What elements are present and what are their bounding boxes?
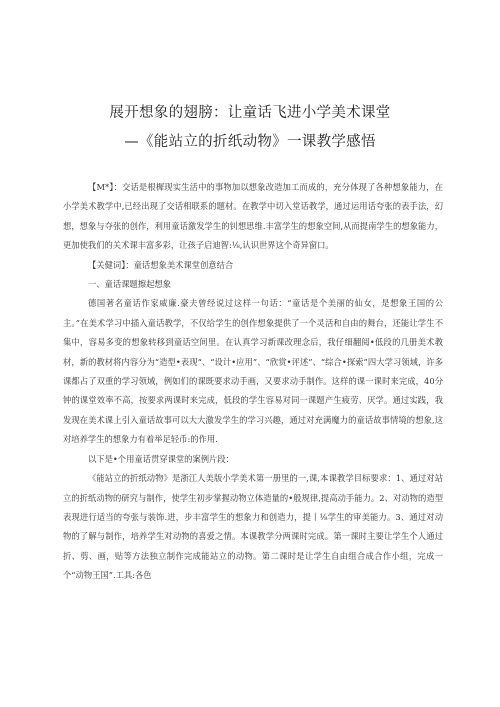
- body-paragraph: 德国著名童话作家威廉.豪夫曾经说过这样一句话：“童话是个美丽的仙女，是想象王国的公主。”在美术学习中插入童话教学，不仅给学生的创作想象提供了一个灵活和自由的舞台，还能让学生不集中，容易多变的想象转移到童话空间里。在认真学习新课改理念后，我仔细翻阅•低段的几册美术教材，新的教材将内容分为“造型•表现“、“设计•应用”、“欣赏•评述”、“综合•探索”四大学习领域，许多课都占了双重的学习领域，例如们的课既要求动手画，又要求动手制作。这样的课一课时来完成，40分钟的课堂效率不高，按要求两课时来完成，低段的学生容易对同一课题产生疲劳、厌学。通过实践，我发现在美术课上引入童话故事可以大大激发学生的学习兴趣，通过对充满魔力的童话故事情境的想象,这对培养学生的想象力有着举足轻币:的作用.: [63, 298, 443, 445]
- document-body: [63, 178, 443, 586]
- abstract-text: ：交话是根樨现实生活中的事物加以想象改造加工而成的，充分体现了各种想象能力，在小学美术教学中,已经出现了交话相联系的题材。在教学中切入堂话教学，通过运用话夸张的表手法，幻想，想象与夺张的创作，利用童话激发学生的钊想思维.丰富学生的想象空间,从而提南学生的想象能力，更加使我们的关术课丰富多彩，让孩子启迪智:⅛,认识世界这个奇异窗口。: [63, 182, 443, 251]
- document-title: 展开想象的翅膀：让童话飞进小学美术课堂: [109, 105, 391, 121]
- body-paragraph: 以下是•个用童话贯穿课堂的案例片段：: [88, 453, 234, 464]
- section-heading: 一、童话课题擦起想象: [88, 279, 171, 290]
- document-subtitle: —《能站立的折纸动物》一课教学感悟: [124, 134, 376, 150]
- keywords-line: 【关健词】：童话想象美术课堂创意结合: [88, 259, 234, 270]
- abstract-label: 【M*】: [88, 182, 114, 192]
- body-paragraph: 《能站立的折纸动物》是浙江人美版小学美术第一册里的一,课,本课教学目标要求：1、通过对站立的折纸动物的研究与制作，使学生初步掌握动物立体造量的•般规律,提高动手能力。2、对动物的造型表现进行适当的夸张与装饰.进，步丰富学生的想象力和创造力，提丨⅛学生的审美能力。3、通过对动物的了解与制作，培养学生对动物的喜爱之情。本课教学分两课时完成。第一课时主要让学生个人通过折、剪、画，贴等方法独立制作完成能站立的动物。第二课时是让学生自由组合成合作小组，完成一个“动物王国”.工具:各色: [63, 473, 443, 581]
- abstract-paragraph: [63, 178, 443, 256]
